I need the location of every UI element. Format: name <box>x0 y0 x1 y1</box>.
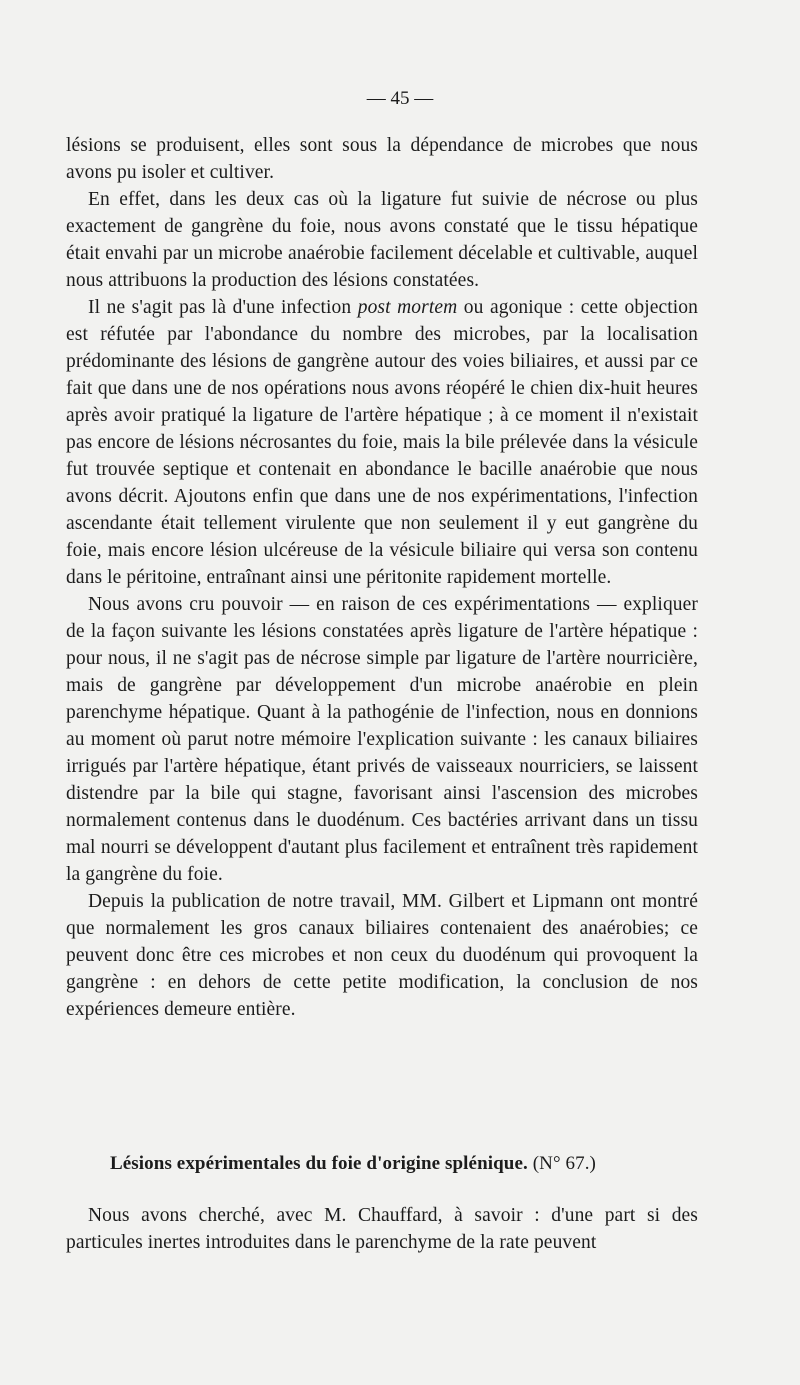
section-body <box>66 1202 698 1256</box>
paragraph-5-text: Depuis la publication de notre travail, MM. Gilbert et Lipmann ont montré que normalement les gros canaux biliaires contenaient des anaérobies; ce peuvent donc être ces microbes et non ceux du duodénum qui provoquent la gangrène : en dehors de cette petite modification, la conclusion de nos expériences demeure entière. <box>66 891 698 1020</box>
paragraph-3 <box>66 294 698 591</box>
page-number: — 45 — <box>366 88 434 109</box>
paragraph-1-text: lésions se produisent, elles sont sous la dépendance de microbes que nous avons pu isoler et cultiver. <box>66 135 698 183</box>
paragraph-2 <box>66 186 698 294</box>
paragraph-2-text: En effet, dans les deux cas où la ligature fut suivie de nécrose ou plus exactement de gangrène du foie, nous avons constaté que le tissu hépatique était envahi par un microbe anaérobie facilement décelable et cultivable, auquel nous attribuons la production des lésions constatées. <box>66 189 698 291</box>
paragraph-1 <box>66 132 698 186</box>
paragraph-5 <box>66 888 698 1023</box>
paragraph-3-text-a: Il ne s'agit pas là d'une infection <box>88 297 358 318</box>
paragraph-3-text-b: ou agonique : cette objection est réfutée par l'abondance du nombre des microbes, par la localisation prédominante des lésions de gangrène autour des voies biliaires, et aussi par ce fait que dans une de nos opérations nous avons réopéré le chien dix-huit heures après avoir pratiqué la ligature de l'artère hépatique ; à ce moment il n'existait pas encore de lésions nécrosantes du foie, mais la bile prélevée dans la vésicule fut trouvée septique et contenait en abondance le bacille anaérobie que nous avons décrit. Ajoutons enfin que dans une de nos expérimentations, l'infection ascendante était tellement virulente que non seulement il y eut gangrène du foie, mais encore lésion ulcéreuse de la vésicule biliaire qui versa son contenu dans le péritoine, entraînant ainsi une péritonite rapidement mortelle. <box>66 297 698 588</box>
body-text <box>66 132 698 1023</box>
section-heading <box>110 1150 710 1177</box>
paragraph-3-italic: post mortem <box>357 297 458 318</box>
section-paragraph-1: Nous avons cherché, avec M. Chauffard, à savoir : d'une part si des particules inertes introduites dans le parenchyme de la rate peuvent <box>66 1205 698 1253</box>
section-heading-title: Lésions expérimentales du foie d'origine splénique. <box>110 1153 528 1174</box>
section-heading-number: (N° 67.) <box>532 1153 596 1174</box>
paragraph-4 <box>66 591 698 888</box>
paragraph-4-text: Nous avons cru pouvoir — en raison de ces expérimentations — expliquer de la façon suivante les lésions constatées après ligature de l'artère hépatique : pour nous, il ne s'agit pas de nécrose simple par ligature de l'artère nourricière, mais de gangrène par développement d'un microbe anaérobie en plein parenchyme hépatique. Quant à la pathogénie de l'infection, nous en donnions au moment où parut notre mémoire l'explication suivante : les canaux biliaires irrigués par l'artère hépatique, étant privés de vaisseaux nourriciers, se laissent distendre par la bile qui stagne, favorisant ainsi l'ascension des microbes normalement contenus dans le duodénum. Ces bactéries arrivant dans un tissu mal nourri se développent d'autant plus facilement et entraînent très rapidement la gangrène du foie. <box>66 594 698 885</box>
